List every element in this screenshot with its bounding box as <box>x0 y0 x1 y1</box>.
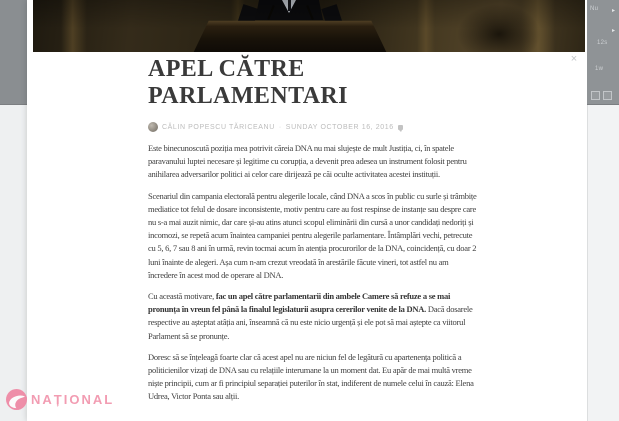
chevron-icon[interactable]: ▸ <box>611 8 615 14</box>
national-logo-icon <box>6 389 27 410</box>
paragraph-1: Este binecunoscută poziția mea potrivit căreia DNA nu mai slujește de mult Justiția, ci, în spatele paravanului luptei necesare și legitime cu corupția, a devenit prea adesea un instrument folosit pentru anihilarea adversarilor politici ai celor care dirijează pe căi oculte activitatea acestei instituții. <box>148 143 467 180</box>
byline <box>148 122 478 132</box>
watermark-text: NAȚIONAL <box>31 392 115 407</box>
author-avatar[interactable] <box>148 122 158 132</box>
page-title: APEL CĂTRE PARLAMENTARI <box>148 56 348 109</box>
national-watermark <box>6 389 114 410</box>
panel-fragment-low: 1w <box>595 66 604 72</box>
article-card <box>27 0 587 421</box>
appeal-suffix: Dacă dosarele respective au așteptat atâția ani, înseamnă că nu este nicio urgență și ele pot să mai aștepte ca viitorul Parlament să se pronunțe. <box>148 304 473 341</box>
right-lower-column <box>587 105 619 421</box>
panel-fragment-mid: 12s <box>597 40 608 46</box>
comment-icon[interactable] <box>398 125 403 130</box>
grid-view-icon[interactable] <box>591 91 600 100</box>
hero-photo <box>33 0 585 52</box>
list-view-icon[interactable] <box>603 91 612 100</box>
photo-vignette <box>33 0 585 52</box>
paragraph-2: Scenariul din campania electorală pentru alegerile locale, când DNA a scos în public cu surle și trâmbițe mediatice tot felul de dosare inconsistente, motiv pentru care au fost respinse de instanțe sau despre care nu s-a mai auzit nimic, dar care și-au atins atunci scopul eliminării din cursă a unor candidați nedoriți și incomozi, se repetă acum înaintea campaniei pentru alegerile parlamentare. Întâmplări vechi, petrecute cu 5, 6, 7 sau 8 ani în urmă, revin tocmai acum în atenția procurorilor de la DNA, coincidență, cu doar 2 luni înainte de alegeri. Așa cum n-am crezut vreodată în arestările făcute vineri, tot astfel nu am încredere în acest mod de operare al DNA. <box>148 190 477 280</box>
close-icon[interactable]: × <box>570 53 578 65</box>
author-name[interactable]: CĂLIN POPESCU TĂRICEANU <box>162 123 275 131</box>
byline-separator: · <box>278 123 282 131</box>
article-body <box>148 142 478 404</box>
chevron-icon[interactable]: ▸ <box>611 28 615 34</box>
panel-fragment-top: Nu <box>590 6 599 12</box>
left-gray-strip <box>0 0 27 105</box>
post-date: SUNDAY OCTOBER 16, 2016 <box>285 123 394 131</box>
appeal-bold-text: fac un apel către parlamentarii din ambele Camere să refuze a se mai pronunța în vreun fel până la finalul legislaturii asupra cererilor venite de la DNA. <box>148 291 451 315</box>
paragraph-4: Doresc să se înțeleagă foarte clar că acest apel nu are niciun fel de legătură cu apartenența politică a politicienilor vizați de DNA sau cu relațiile interumane la un moment dat. Eu apăr de mai multă vreme niște principii, cum ar fi principiul separației puterilor în stat, indiferent de numele celui în cauză: Elena Udrea, Victor Ponta sau alții. <box>148 351 474 402</box>
paragraph-3 <box>148 290 478 343</box>
appeal-prefix: Cu această motivare, <box>148 291 216 302</box>
right-side-panel <box>587 0 619 105</box>
article-content <box>148 56 478 412</box>
